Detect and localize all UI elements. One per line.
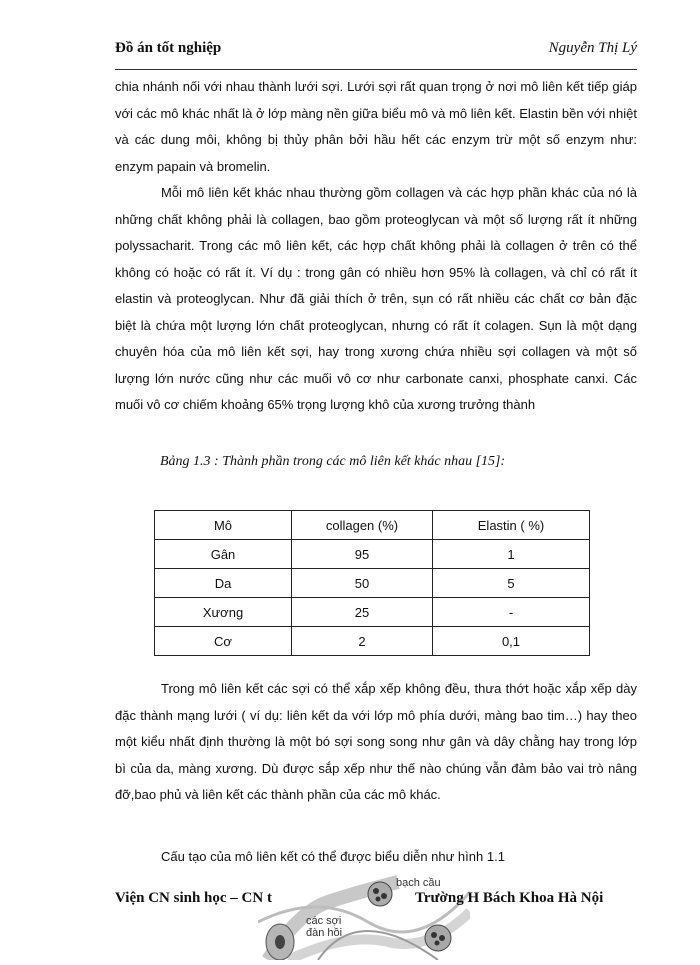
tissue-figure	[258, 872, 470, 960]
header-title: Đồ án tốt nghiệp	[115, 40, 222, 56]
table-caption: Bảng 1.3 : Thành phần trong các mô liên kết khác nhau [15]:	[160, 454, 506, 469]
composition-table	[154, 510, 590, 656]
footer-institute: Viện CN sinh học – CN t	[115, 890, 272, 906]
table-row	[155, 540, 590, 569]
table-header-cell: Mô	[155, 511, 292, 540]
table-row	[155, 598, 590, 627]
table-cell: 0,1	[433, 627, 590, 656]
footer-university: Trường H Bách Khoa Hà Nội	[415, 890, 604, 906]
header-divider	[115, 69, 637, 70]
table-cell: Xương	[155, 598, 292, 627]
figure-label-elastic: đàn hồi	[306, 927, 343, 939]
table-cell: Da	[155, 569, 292, 598]
table-header-cell: Elastin ( %)	[433, 511, 590, 540]
figure-label-leukocyte: bạch cầu	[396, 877, 441, 889]
table-cell: 1	[433, 540, 590, 569]
paragraph-elastin: chia nhánh nối với nhau thành lưới sợi. Lưới sợi rất quan trọng ở nơi mô liên kết tiếp giáp với các mô khác nhất là ở lớp màng nền giữa biểu mô và mô liên kết. Elastin bền với nhiệt và các dung môi, không bị thủy phân bởi hầu hết các enzym trừ một số enzym như: enzym papain và bromelin.	[115, 79, 637, 174]
table-cell: 25	[292, 598, 433, 627]
table-cell: -	[433, 598, 590, 627]
table-cell: Gân	[155, 540, 292, 569]
table-cell: Cơ	[155, 627, 292, 656]
paragraph-figure-ref: Cấu tạo của mô liên kết có thể được biểu diễn như hình 1.1	[161, 849, 505, 864]
paragraph-collagen: Mỗi mô liên kết khác nhau thường gồm collagen và các hợp phần khác của nó là những chất không phải là collagen, bao gồm proteoglycan và một số lượng rất ít những polyssacharit. Trong các mô liên kết, các hợp chất không phải là collagen ở trên có thể không có hoặc có rất ít. Ví dụ : trong gân có nhiều hơn 95% là collagen, và chỉ có rất ít elastin và proteoglycan. Như đã giải thích ở trên, sụn có rất nhiều các chất cơ bản đặc biệt là chứa một lượng lớn chất proteoglycan, nhưng có rất ít colagen. Sụn là một dạng chuyên hóa của mô liên kết sợi, hay trong xương chứa nhiều sợi collagen và một số lượng lớn nước cũng như các muối vô cơ như carbonate canxi, phosphate canxi. Các muối vô cơ chiếm khoảng 65% trọng lượng khô của xương trưởng thành	[115, 185, 637, 412]
table-cell: 50	[292, 569, 433, 598]
table-row	[155, 627, 590, 656]
table-cell: 95	[292, 540, 433, 569]
table-header-row	[155, 511, 590, 540]
page-header	[115, 40, 637, 68]
page-footer	[115, 890, 637, 914]
paragraph-arrangement: Trong mô liên kết các sợi có thể xắp xếp không đều, thưa thớt hoặc xắp xếp dày đặc thành mạng lưới ( ví dụ: liên kết da với lớp mô phía dưới, màng bao tim…) hay theo một kiểu nhất định thường là một bó sợi song song như gân và dây chằng hay trong lớp bì của da, màng xương. Dù được sắp xếp như thế nào chúng vẫn đảm bảo vai trò nâng đỡ,bao phủ và liên kết các thành phần của các mô khác.	[115, 681, 637, 802]
figure-label-fibers: các sợi	[306, 915, 342, 927]
table-cell: 5	[433, 569, 590, 598]
table-header-cell: collagen (%)	[292, 511, 433, 540]
header-author: Nguyễn Thị Lý	[548, 40, 637, 56]
table-cell: 2	[292, 627, 433, 656]
table-row	[155, 569, 590, 598]
